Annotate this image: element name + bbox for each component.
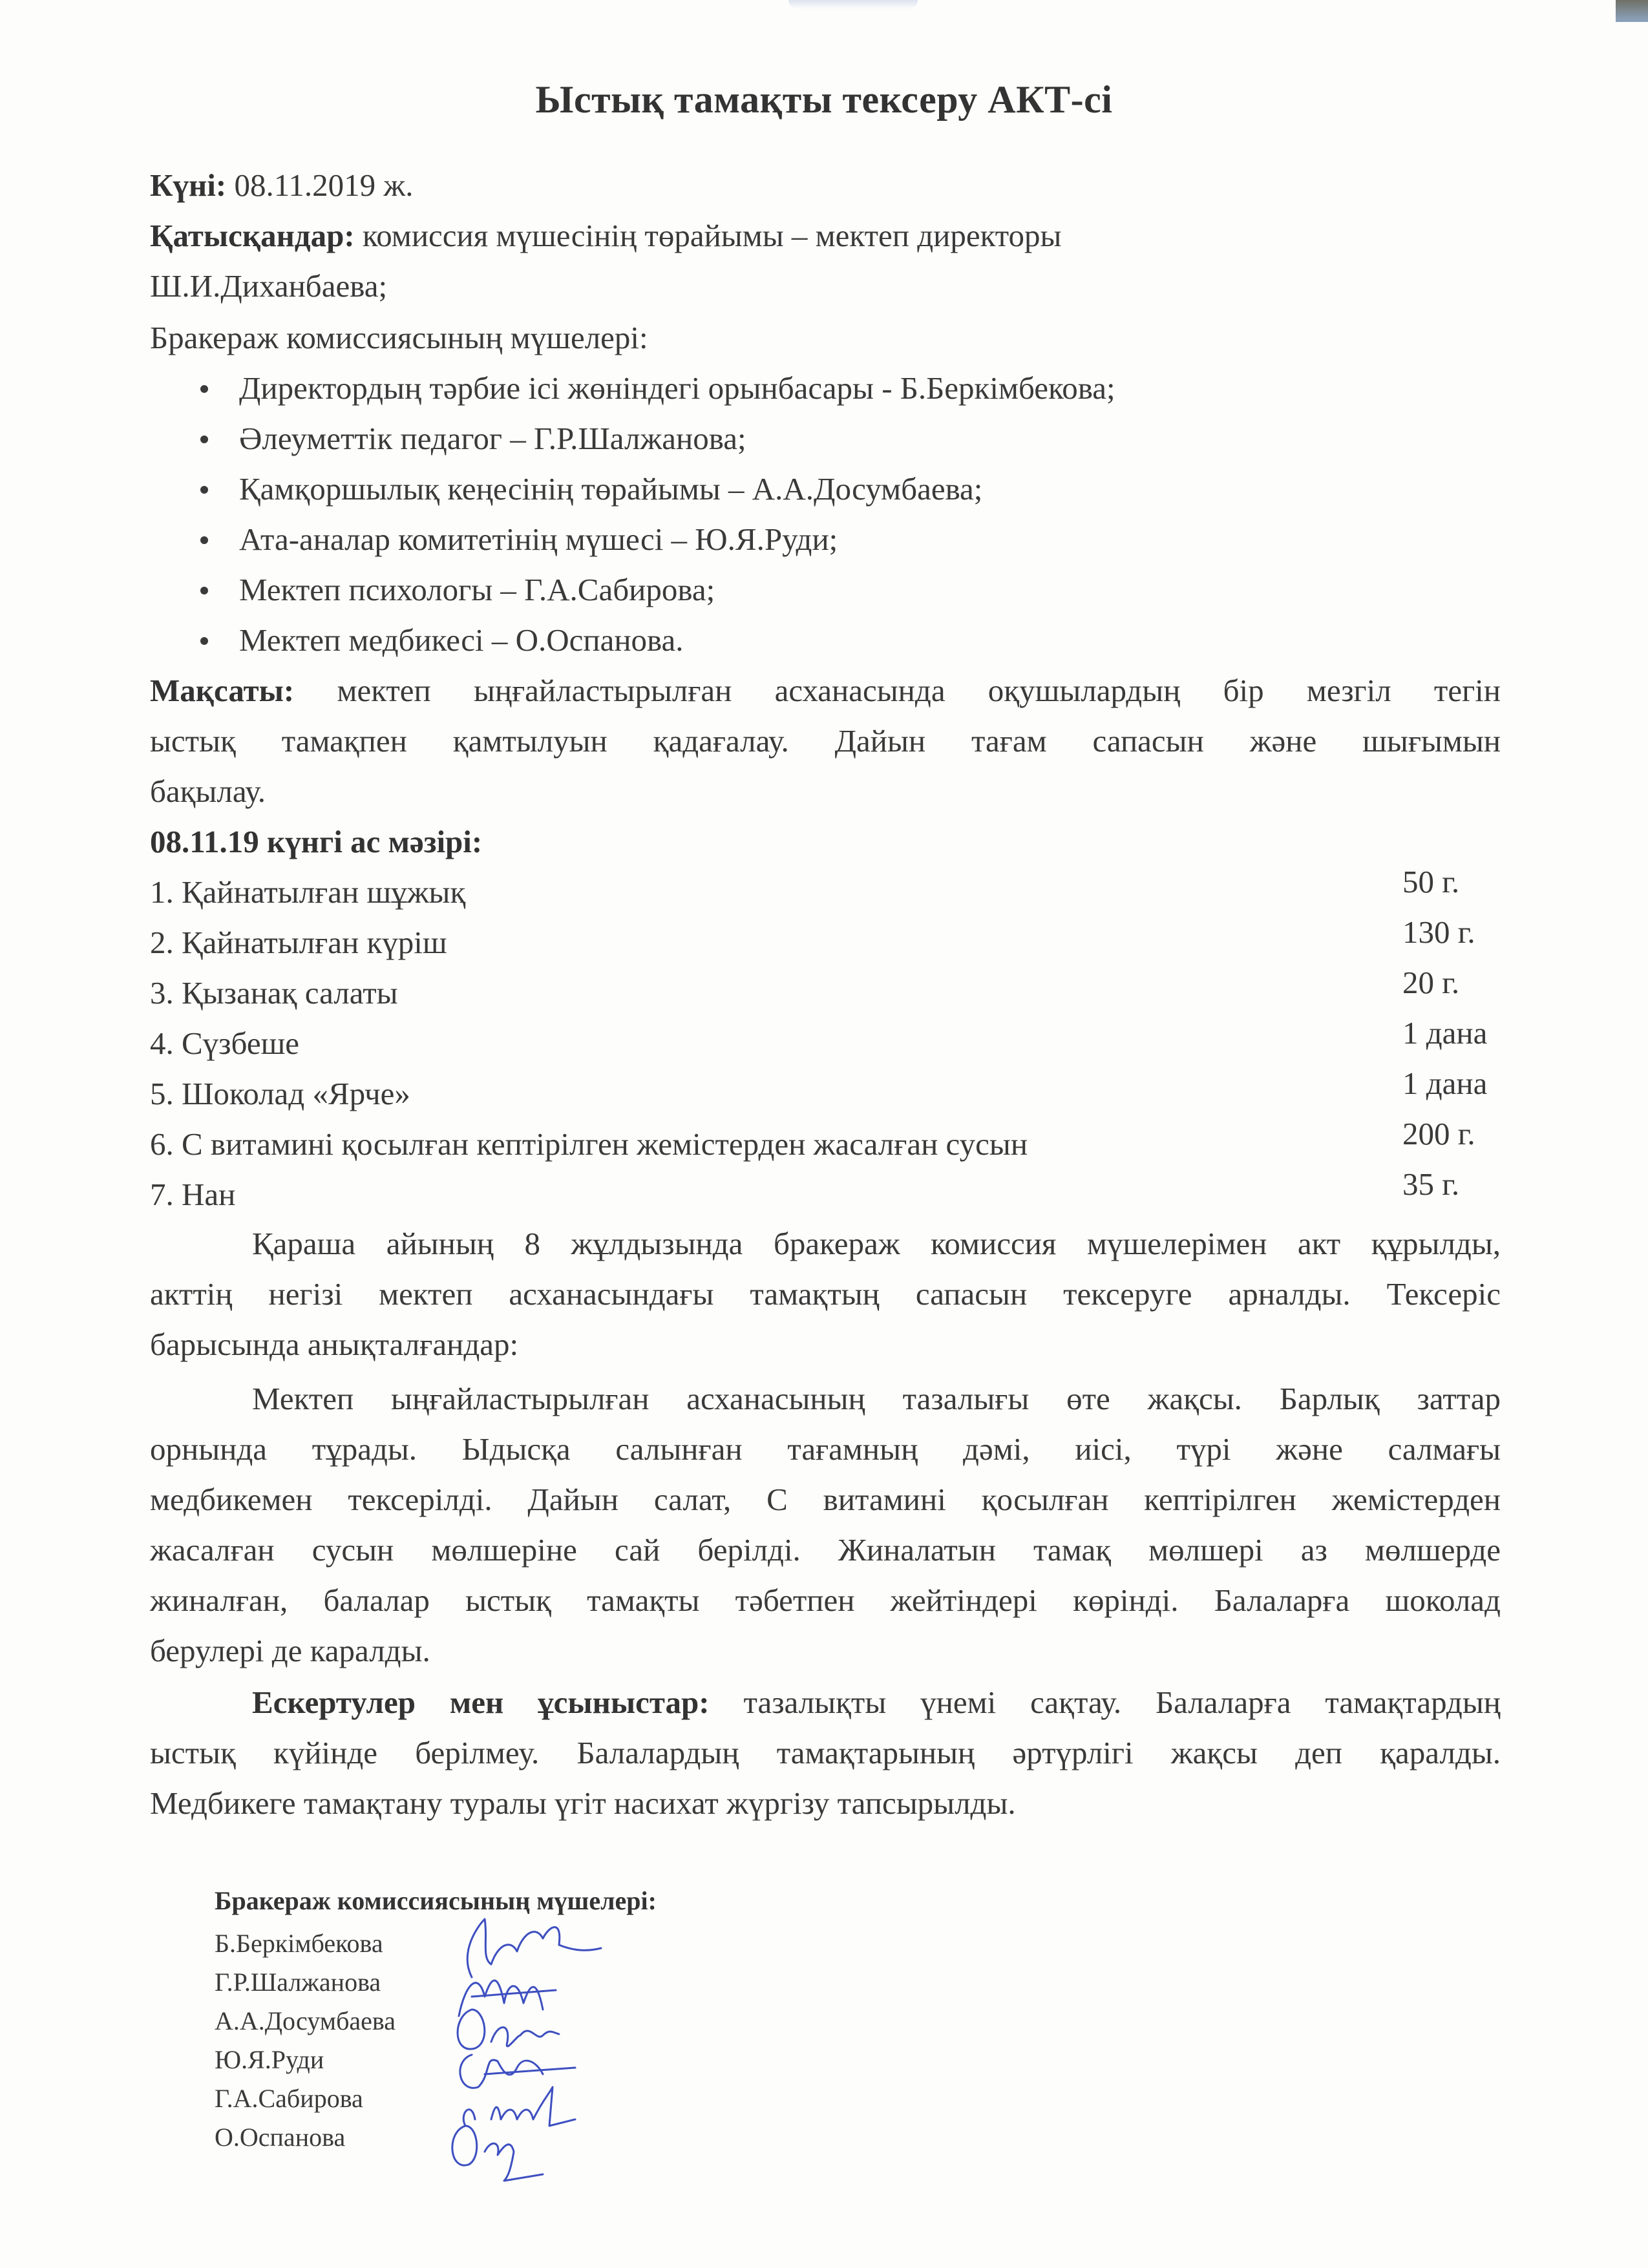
- bullet-icon: [200, 637, 208, 645]
- signatory-name: Б.Беркімбекова: [215, 1929, 383, 1958]
- signatures-heading: Бракераж комиссиясының мүшелері:: [215, 1886, 657, 1915]
- remarks-line-1: [252, 1686, 1501, 1718]
- signatory-name: А.А.Досумбаева: [215, 2006, 396, 2035]
- remarks-line-3: Медбикеге тамақтану туралы үгіт насихат жүргізу тапсырылды.: [150, 1785, 1016, 1821]
- menu-qty: 1 дана: [1402, 1066, 1488, 1101]
- remarks-label: Ескертулер мен ұсыныстар:: [252, 1685, 710, 1720]
- participants-label: Қатысқандар:: [150, 218, 355, 253]
- goal-label: Мақсаты:: [150, 673, 295, 708]
- paragraph2-line-4: жасалған сусын мөлшеріне сай берілді. Жиналатын тамақ мөлшері аз мөлшерде: [150, 1532, 1501, 1568]
- member-item: [200, 473, 982, 505]
- member-item: [200, 423, 746, 454]
- signatory-name: Ю.Я.Руди: [215, 2045, 324, 2074]
- menu-item: 1. Қайнатылған шұжық: [150, 874, 466, 910]
- paragraph1-line-1: Қараша айының 8 жұлдызында бракераж комиссия мүшелерімен акт құрылды,: [252, 1226, 1501, 1261]
- document-title: Ыстық тамақты тексеру АКТ-сі: [535, 78, 1113, 121]
- member-item: [200, 372, 1115, 404]
- signatory-name: О.Оспанова: [215, 2123, 346, 2152]
- goal-line-1: [150, 675, 1501, 706]
- signatory-name: Г.А.Сабирова: [215, 2084, 363, 2113]
- member-text: Қамқоршылық кеңесінің төрайымы – А.А.Досумбаева;: [239, 471, 983, 507]
- menu-item: 5. Шоколад «Ярче»: [150, 1076, 410, 1111]
- date-value: 08.11.2019 ж.: [234, 167, 414, 203]
- member-item: [200, 574, 715, 605]
- paragraph2-line-5: жиналған, балалар ыстық тамақты тәбетпен жейтіндері көрінді. Балаларға шоколад: [150, 1582, 1501, 1618]
- date-line: [150, 169, 414, 201]
- participants-line: [150, 220, 1061, 251]
- bullet-icon: [200, 587, 208, 594]
- participants-value: комиссия мүшесінің төрайымы – мектеп директоры: [362, 218, 1062, 253]
- bullet-icon: [200, 536, 208, 544]
- member-item: [200, 624, 684, 656]
- member-text: Директордың тәрбие ісі жөніндегі орынбасары - Б.Беркімбекова;: [239, 370, 1115, 406]
- scan-artifact-top: [788, 0, 918, 9]
- member-item: [200, 523, 838, 555]
- bullet-icon: [200, 385, 208, 393]
- paragraph2-line-3: медбикемен тексерілді. Дайын салат, С витамині қосылған кептірілген жемістерден: [150, 1482, 1501, 1517]
- member-text: Әлеуметтік педагог – Г.Р.Шалжанова;: [239, 421, 746, 456]
- member-text: Мектеп медбикесі – О.Оспанова.: [239, 622, 684, 658]
- menu-item: 6. С витамині қосылған кептірілген жемістерден жасалған сусын: [150, 1126, 1028, 1162]
- menu-item: 2. Қайнатылған күріш: [150, 925, 447, 960]
- paragraph2-line-2: орнында тұрады. Ыдысқа салынған тағамның дәмі, иісі, түрі және салмағы: [150, 1431, 1501, 1467]
- menu-qty: 130 г.: [1402, 914, 1475, 950]
- chair-name: Ш.И.Диханбаева;: [150, 268, 388, 304]
- paragraph1-line-3: барысында анықталғандар:: [150, 1327, 519, 1362]
- signatory-name: Г.Р.Шалжанова: [215, 1968, 381, 1997]
- signature-icon: [439, 2113, 607, 2184]
- bullet-icon: [200, 436, 208, 443]
- menu-item: 4. Сүзбеше: [150, 1025, 300, 1061]
- paragraph1-line-2: акттің негізі мектеп асханасындағы тамақтың сапасын тексеруге арналды. Тексеріс: [150, 1276, 1501, 1312]
- bullet-icon: [200, 486, 208, 494]
- scan-artifact-corner: [1616, 0, 1648, 22]
- date-label: Күні:: [150, 167, 227, 203]
- goal-line-3: бақылау.: [150, 773, 266, 809]
- commission-intro: Бракераж комиссиясының мүшелері:: [150, 320, 648, 355]
- menu-qty: 20 г.: [1402, 965, 1460, 1000]
- member-text: Ата-аналар комитетінің мүшесі – Ю.Я.Руди;: [239, 521, 838, 557]
- paragraph2-line-1: Мектеп ыңғайластырылған асханасының тазалығы өте жақсы. Барлық заттар: [252, 1381, 1501, 1416]
- remarks-line-2: ыстық күйінде берілмеу. Балалардың тамақтарының әртүрлігі жақсы деп қаралды.: [150, 1735, 1501, 1770]
- menu-qty: 50 г.: [1402, 864, 1460, 899]
- menu-qty: 200 г.: [1402, 1116, 1475, 1151]
- menu-qty: 35 г.: [1402, 1166, 1460, 1202]
- menu-qty: 1 дана: [1402, 1015, 1488, 1051]
- goal-line-2: ыстық тамақпен қамтылуын қадағалау. Дайын тағам сапасын және шығымын: [150, 723, 1501, 759]
- member-text: Мектеп психологы – Г.А.Сабирова;: [239, 572, 715, 607]
- remarks-text: тазалықты үнемі сақтау. Балаларға тамақтардың: [743, 1685, 1501, 1720]
- goal-text: мектеп ыңғайластырылған асханасында оқушылардың бір мезгіл тегін: [337, 673, 1501, 708]
- menu-heading: 08.11.19 күнгі ас мәзірі:: [150, 824, 483, 859]
- menu-item: 7. Нан: [150, 1177, 236, 1212]
- menu-item: 3. Қызанақ салаты: [150, 975, 398, 1011]
- paragraph2-line-6: берулері де каралды.: [150, 1633, 430, 1668]
